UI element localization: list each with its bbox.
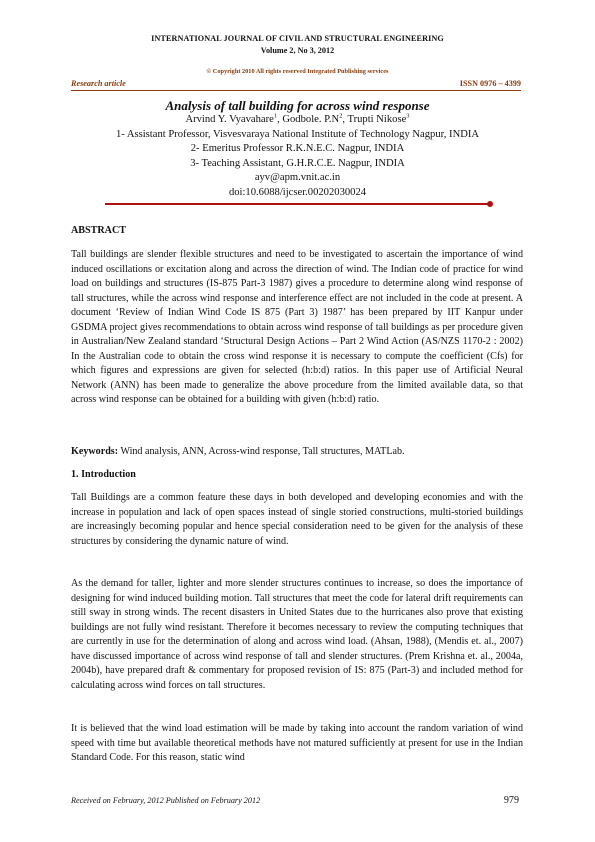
paper-title: Analysis of tall building for across wind response [165, 98, 430, 113]
author-1: Arvind Y. Vyavahare [185, 114, 274, 125]
author-list [0, 113, 595, 128]
page-number: 979 [503, 795, 519, 806]
introduction-paragraph-3: It is believed that the wind load estimation will be made by taking into account the random variation of wind speed with time but available theoretical methods have not matured sufficiently at present for use in the Indian Standard Code. For this reason, static wind [71, 723, 523, 763]
author-2: , Godbole. P.N [277, 114, 340, 125]
author-email[interactable]: ayv@apm.vnit.ac.in [254, 172, 341, 183]
issn: ISSN 0976 – 4399 [459, 79, 521, 88]
author-3-mark: 3 [406, 112, 410, 120]
article-type: Research article [71, 79, 126, 88]
keywords [71, 446, 405, 457]
title-divider [105, 201, 495, 207]
doi-link[interactable]: doi:10.6088/ijcser.00202030024 [228, 187, 367, 198]
author-2-mark: 2 [339, 112, 343, 120]
abstract-heading: ABSTRACT [71, 225, 126, 236]
affiliation-2: 2- Emeritus Professor R.K.N.E.C. Nagpur, INDIA [190, 143, 405, 154]
keywords-label: Keywords: [71, 446, 119, 457]
header-rule [71, 90, 521, 91]
introduction-heading: 1. Introduction [71, 469, 136, 480]
abstract-text: Tall buildings are slender flexible structures and need to be investigated to ascertain the importance of wind induced oscillations or excitation along and across the direction of wind. The Indian code of practice for wind load on buildings and structures (IS-875 Part-3 1987) gives a procedure to determine along wind response of tall structures, while the across wind response and interference effect are not included in the code at present. A document ‘Review of Indian Wind Code IS 875 (Part 3) 1987’ has been prepared by IIT Kanpur under GSDMA project gives recommendations to obtain across wind response of tall buildings as per procedure given in Australian/New Zealand standard ‘Structural Design Actions – Part 2 Wind Action (AS/NZS 1170-2 : 2002) In the Australian code to obtain the cross wind response it is necessary to compute the coefficient (Cfs) for which figures and expressions are given for selected (h:b:d) ratios. In this paper use of Artificial Neural Network (ANN) has been made to generalize the above procedure from the limited available data, so that across wind response can be obtained for a building with given (h:b:d) ratio. [71, 249, 523, 405]
introduction-paragraph-2: As the demand for taller, lighter and more slender structures continues to increase, so does the importance of designing for wind induced building motion. Tall structures that meet the code for lateral drift requirements can still sway in strong winds. The recent disasters in United States due to the hurricanes also prove that existing buildings are not fully wind resistant. Therefore it becomes necessary to review the computing techniques that are currently in use for the determination of along and across wind load. (Ahsan, 1988), (Mendis et. al., 2007) have discussed importance of across wind response of tall and slender structures. (Prem Krishna et. al., 2004a, 2004b), have prepared draft & commentary for proposed revision of IS: 875 (Part-3) and included method for calculating across wind forces on tall structures. [71, 578, 523, 691]
volume-info: Volume 2, No 3, 2012 [260, 46, 335, 55]
affiliation-1: 1- Assistant Professor, Visvesvaraya National Institute of Technology Nagpur, INDIA [115, 129, 480, 140]
divider-end-dot [487, 201, 493, 207]
author-1-mark: 1 [273, 112, 278, 120]
keywords-list: Wind analysis, ANN, Across-wind response, Tall structures, MATLab. [118, 446, 405, 457]
journal-title: INTERNATIONAL JOURNAL OF CIVIL AND STRUCTURAL ENGINEERING [151, 34, 444, 43]
introduction-paragraph-1: Tall Buildings are a common feature these days in both developed and developing economies and with the increase in population and lack of open spaces instead of single storied constructions, multi-storied buildings are increasingly becoming popular and hence special consideration need to be given for the analysis of these structures by considering the dynamic nature of wind. [71, 492, 523, 547]
author-3: , Trupti Nikose [342, 114, 407, 125]
affiliation-3: 3- Teaching Assistant, G.H.R.C.E. Nagpur, INDIA [190, 158, 405, 169]
received-date: Received on February, 2012 Published on February 2012 [71, 796, 261, 805]
copyright-notice: © Copyright 2010 All rights reserved Integrated Publishing services [206, 68, 389, 75]
